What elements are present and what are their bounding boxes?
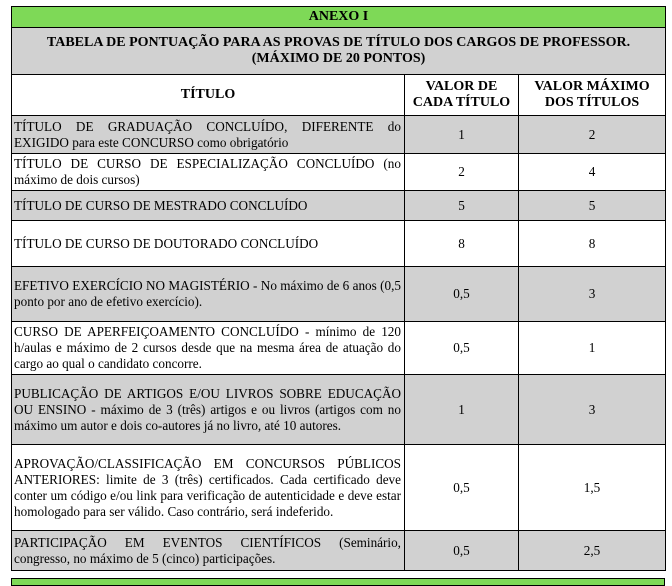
row-valor: 1: [405, 375, 519, 445]
row-title: [12, 375, 405, 445]
row-title-lead: TÍTULO DE GRADUAÇÃO CONCLUÍDO, DIFERENTE do EXIGIDO: [14, 118, 401, 150]
table-row: [12, 322, 666, 375]
row-title: [12, 116, 405, 154]
row-title-rest: para este CONCURSO como obrigatório: [68, 134, 289, 150]
table-row: [12, 154, 666, 191]
row-maximo: 3: [519, 267, 666, 322]
annex-row: [12, 7, 666, 28]
row-title: [12, 267, 405, 322]
row-title-rest: (no máximo de dois cursos): [14, 156, 401, 187]
row-valor: 0,5: [405, 267, 519, 322]
row-title: [12, 221, 405, 267]
table-row: [12, 221, 666, 267]
row-title: [12, 531, 405, 571]
row-title-lead: EFETIVO EXERCÍCIO NO MAGISTÉRIO: [14, 278, 250, 293]
row-title-rest: : limite de 3 (três) certificados. Cada certificado deve conter um código e/ou link para verificação de autenticidade e deve estar homologado para ser válido. Caso contrário, será indeferido.: [14, 471, 401, 519]
row-title-lead: PARTICIPAÇÃO EM EVENTOS CIENTÍFICOS: [14, 534, 322, 550]
header-valor-cada-line1: VALOR DE: [425, 79, 498, 94]
row-title: [12, 154, 405, 191]
row-valor: 0,5: [405, 322, 519, 375]
table-row: [12, 445, 666, 531]
table-title: [12, 28, 666, 75]
row-title-rest: - mínimo de 120 h/aulas e máximo de 2 cursos desde que na mesma área de atuação do cargo ao qual o candidato concorre.: [14, 324, 401, 371]
row-valor: 1: [405, 116, 519, 154]
table-row: [12, 375, 666, 445]
header-valor-maximo-line2: DOS TÍTULOS: [544, 95, 640, 110]
row-title-rest: - máximo de 3 (três) artigos e ou livros (artigos com no máximo um autor e dois co-autores já no livro, até 10 autores.: [14, 401, 401, 433]
row-maximo: 1,5: [519, 445, 666, 531]
row-maximo: 2,5: [519, 531, 666, 571]
score-table: [11, 6, 666, 571]
table-row: [12, 531, 666, 571]
header-valor-cada-line2: CADA TÍTULO: [412, 95, 511, 110]
row-valor: 5: [405, 191, 519, 221]
table-title-line1: TABELA DE PONTUAÇÃO PARA AS PROVAS DE TÍTULO DOS CARGOS DE PROFESSOR.: [46, 35, 631, 50]
table-title-line2: (MÁXIMO DE 20 PONTOS): [251, 51, 426, 66]
header-valor-maximo: [519, 75, 666, 116]
row-title: [12, 445, 405, 531]
row-valor: 2: [405, 154, 519, 191]
row-maximo: 3: [519, 375, 666, 445]
row-title-lead: APROVAÇÃO/CLASSIFICAÇÃO EM CONCURSOS PÚBLICOS ANTERIORES: [14, 455, 401, 487]
row-maximo: 5: [519, 191, 666, 221]
next-row-strip: [11, 578, 665, 586]
row-title-rest: - No máximo de 6 anos (0,5 ponto por ano de efetivo exercício).: [14, 278, 401, 309]
row-title-lead: PUBLICAÇÃO DE ARTIGOS E/OU LIVROS SOBRE EDUCAÇÃO OU ENSINO: [14, 385, 401, 417]
table-title-row: [12, 28, 666, 75]
table-row: [12, 191, 666, 221]
row-valor: 8: [405, 221, 519, 267]
row-valor: 0,5: [405, 531, 519, 571]
row-title: [12, 322, 405, 375]
annex-title: ANEXO I: [12, 7, 666, 28]
row-valor: 0,5: [405, 445, 519, 531]
row-maximo: 8: [519, 221, 666, 267]
table-row: [12, 267, 666, 322]
row-title-rest: (Seminário, congresso, no máximo de 5 (cinco) participações.: [14, 534, 401, 566]
header-titulo: TÍTULO: [12, 75, 405, 116]
header-valor-cada: [405, 75, 519, 116]
row-title-lead: CURSO DE APERFEIÇOAMENTO CONCLUÍDO: [14, 324, 299, 339]
row-title-lead: TÍTULO DE CURSO DE DOUTORADO CONCLUÍDO: [14, 235, 319, 251]
header-row: [12, 75, 666, 116]
row-maximo: 2: [519, 116, 666, 154]
row-maximo: 4: [519, 154, 666, 191]
row-title: [12, 191, 405, 221]
row-title-lead: TÍTULO DE CURSO DE MESTRADO CONCLUÍDO: [14, 197, 308, 213]
row-title-lead: TÍTULO DE CURSO DE ESPECIALIZAÇÃO CONCLUÍDO: [14, 156, 375, 171]
header-valor-maximo-line1: VALOR MÁXIMO: [534, 79, 650, 94]
row-maximo: 1: [519, 322, 666, 375]
table-row: [12, 116, 666, 154]
